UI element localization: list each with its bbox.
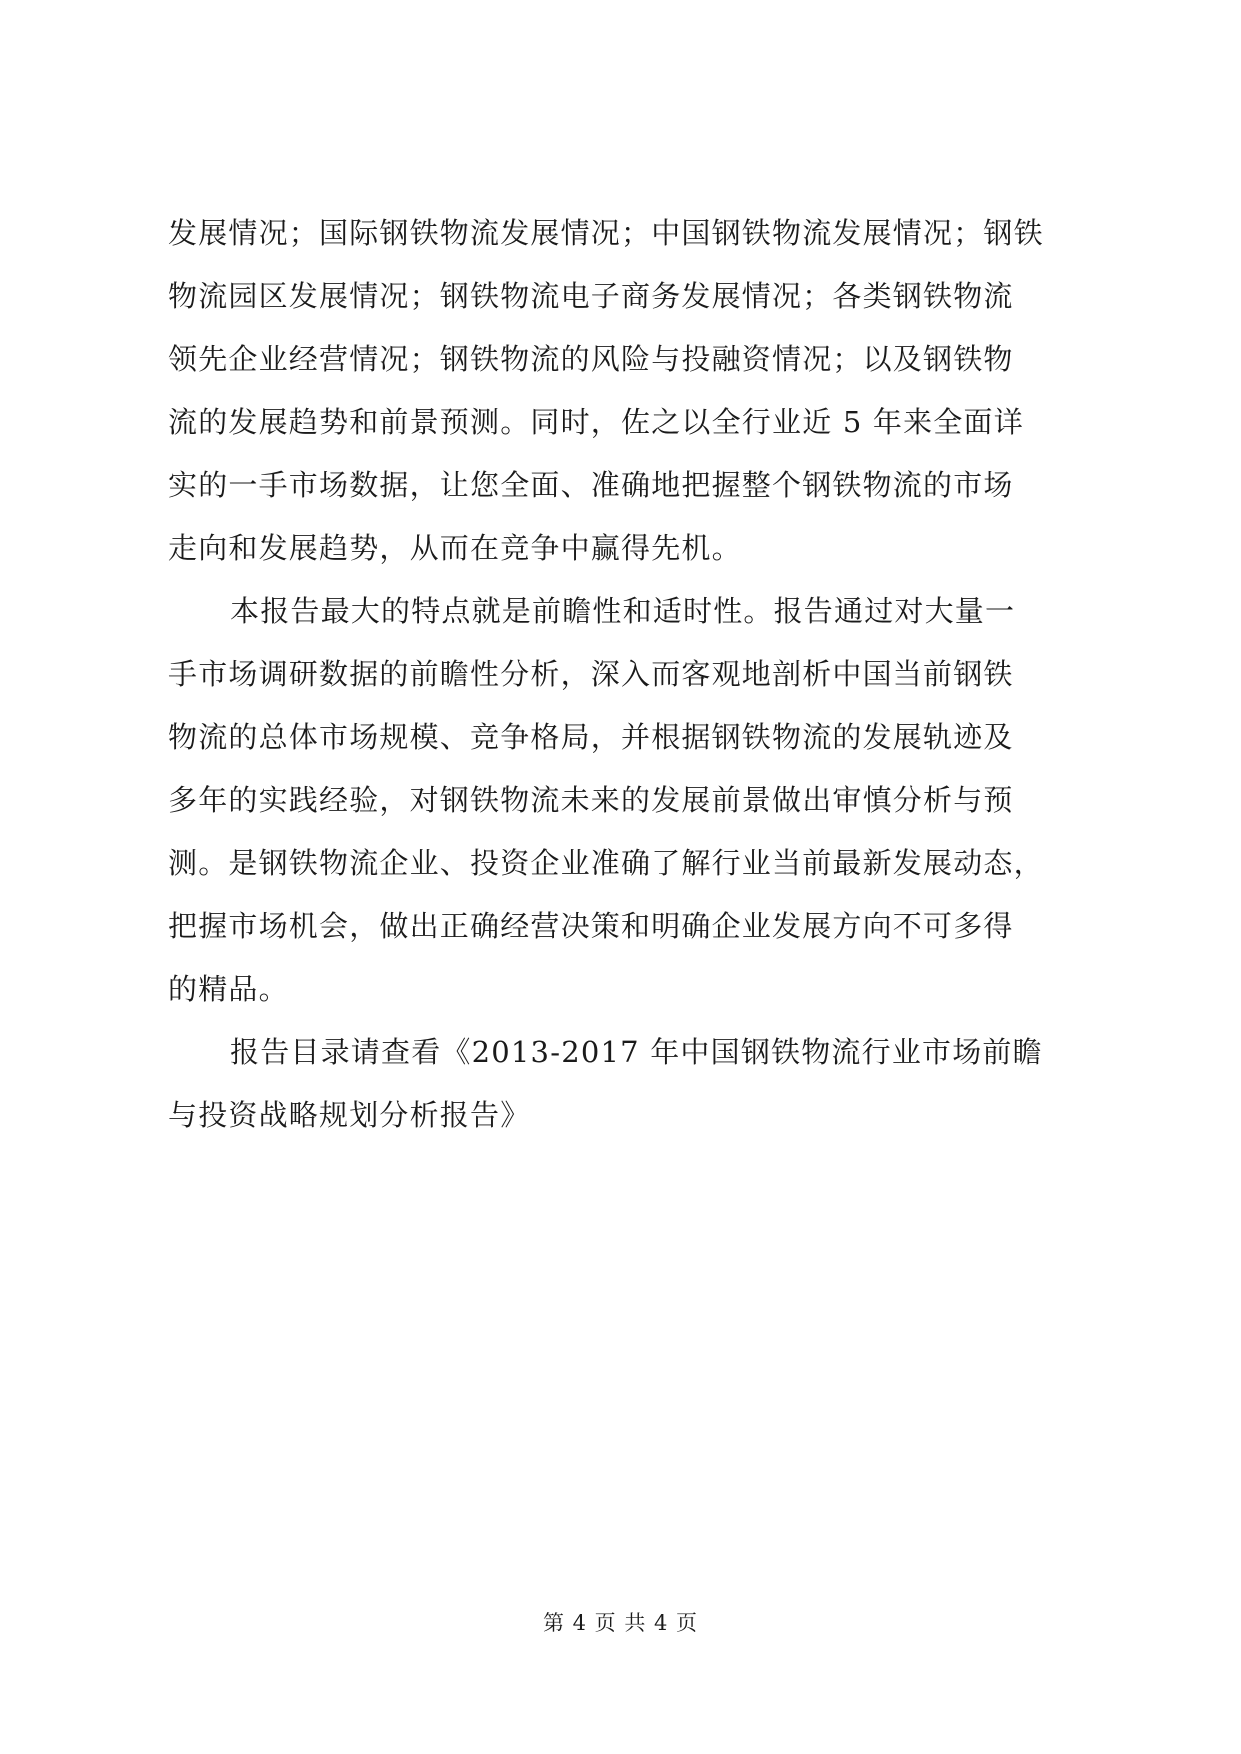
paragraph-line: 的精品。 <box>168 972 289 1006</box>
paragraph-2 <box>168 580 1082 1021</box>
paragraph-line: 物流的总体市场规模、竞争格局，并根据钢铁物流的发展轨迹及 <box>168 720 1014 754</box>
paragraph-line: 实的一手市场数据，让您全面、准确地把握整个钢铁物流的市场 <box>168 468 1014 502</box>
paragraph-1 <box>168 202 1082 580</box>
paragraph-line: 手市场调研数据的前瞻性分析，深入而客观地剖析中国当前钢铁 <box>168 657 1014 691</box>
paragraph-line: 发展情况；国际钢铁物流发展情况；中国钢铁物流发展情况；钢铁 <box>168 216 1044 250</box>
paragraph-line: 报告目录请查看《2013-2017 年中国钢铁物流行业市场前瞻 <box>230 1035 1043 1069</box>
paragraph-line: 把握市场机会，做出正确经营决策和明确企业发展方向不可多得 <box>168 909 1014 943</box>
paragraph-line: 流的发展趋势和前景预测。同时，佐之以全行业近 5 年来全面详 <box>168 405 1024 439</box>
paragraph-line: 本报告最大的特点就是前瞻性和适时性。报告通过对大量一 <box>230 594 1016 628</box>
page-footer: 第 4 页 共 4 页 <box>542 1611 699 1635</box>
paragraph-3 <box>168 1021 1082 1147</box>
body-text <box>168 202 1082 1147</box>
paragraph-line: 走向和发展趋势，从而在竞争中赢得先机。 <box>168 531 742 565</box>
paragraph-line: 多年的实践经验，对钢铁物流未来的发展前景做出审慎分析与预 <box>168 783 1014 817</box>
paragraph-line: 测。是钢铁物流企业、投资企业准确了解行业当前最新发展动态， <box>168 846 1044 880</box>
paragraph-line: 物流园区发展情况；钢铁物流电子商务发展情况；各类钢铁物流 <box>168 279 1014 313</box>
paragraph-line: 与投资战略规划分析报告》 <box>168 1098 531 1132</box>
paragraph-line: 领先企业经营情况；钢铁物流的风险与投融资情况；以及钢铁物 <box>168 342 1014 376</box>
